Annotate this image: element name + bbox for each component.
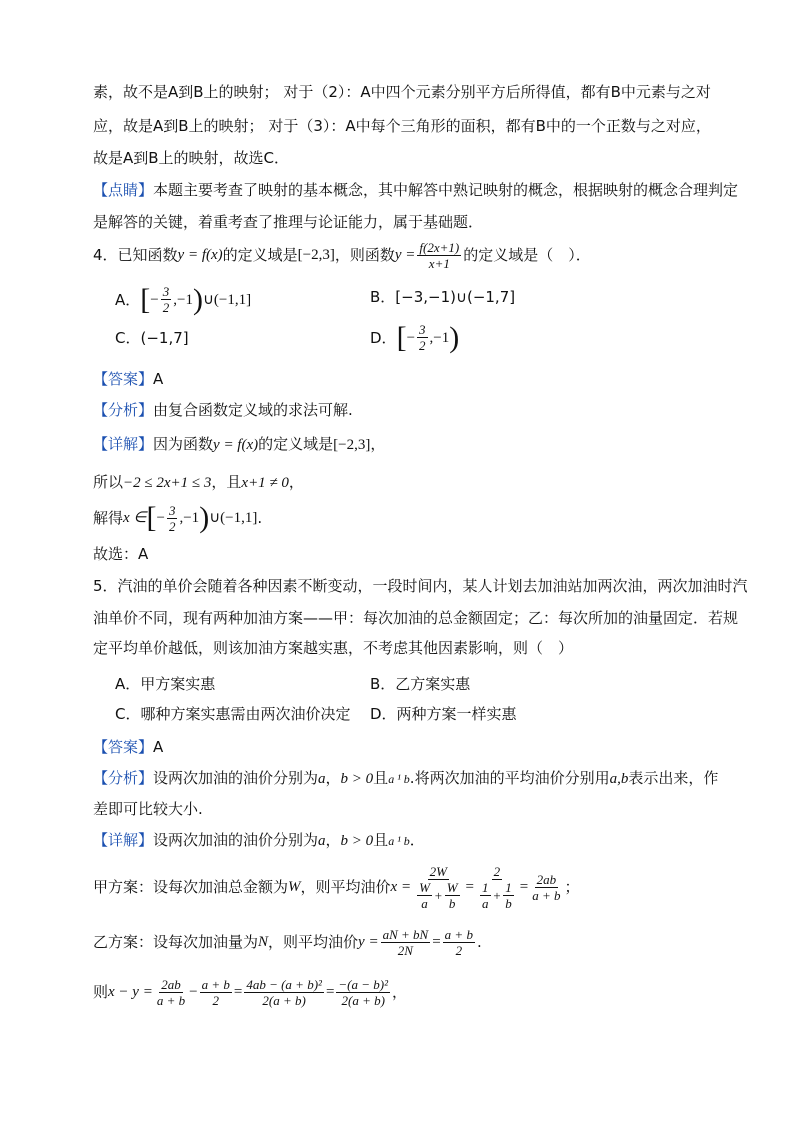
analysis-text: 由复合函数定义域的求法可解. (153, 401, 353, 419)
den: a (482, 895, 489, 911)
num: aN + bN (382, 926, 429, 942)
fraction (476, 864, 518, 911)
num: 1 (505, 879, 512, 895)
paren-icon: ) (199, 501, 210, 534)
q4-option-c: C．(−1,7] (115, 329, 189, 347)
num: 4ab − (a + b)² (246, 976, 322, 992)
point-line (93, 180, 738, 200)
q5-option-a: A．甲方案实惠 (115, 675, 216, 693)
m: b > 0 (340, 771, 374, 787)
num: 3 (162, 284, 170, 299)
post: ,−1 (429, 329, 450, 346)
m: a (318, 833, 326, 849)
q4-mid2: ，则函数 (334, 246, 395, 264)
point-text: 本题主要考查了映射的基本概念，其中解答中熟记映射的概念，根据映射的概念合理判定 (153, 181, 739, 199)
t: .将两次加油的平均油价分别用 (409, 769, 610, 787)
m: −2 ≤ 2x+1 ≤ 3 (123, 475, 212, 491)
den: 2 (162, 300, 170, 315)
m: y = f(x) (213, 437, 259, 453)
q5-plan-yi: 乙方案：设每次加油量为 N ，则平均油价 y = $\frac{aN + bN}{2N}$ = $\frac{a + b}{2}$ . (93, 926, 482, 958)
q4-option-d (370, 322, 459, 353)
m: x ∈ (123, 510, 147, 526)
t: 设两次加油的油价分别为 (153, 769, 319, 787)
analysis-tag: 【分析】 (93, 401, 154, 419)
num: −(a − b)² (338, 976, 389, 992)
text-line: 应，故是A到B上的映射； 对于（3）：A中每个三角形的面积，都有B中的一个正数与之对应， (93, 117, 711, 135)
q5-stem: 油单价不同，现有两种加油方案——甲：每次加油的总金额固定；乙：每次所加的油量固定．若规 (93, 609, 739, 627)
den: b (505, 895, 512, 911)
bracket-icon: [ (146, 501, 157, 534)
answer-value: A (153, 738, 164, 756)
paren-icon: ) (449, 320, 460, 354)
post: ,−1 (173, 291, 193, 308)
num: 2ab (536, 871, 557, 887)
q4-prefix: 4．已知函数 (93, 246, 178, 264)
m: N (258, 934, 269, 950)
fraction (530, 872, 562, 903)
num: 2W (429, 863, 447, 879)
den: 2 (168, 518, 176, 534)
den: 2(a + b) (341, 992, 385, 1008)
q4-detail (93, 434, 385, 455)
answer-value: A (153, 370, 164, 388)
t: ， (392, 983, 408, 1001)
q4-fx: y = f(x) (177, 247, 223, 263)
fraction (381, 927, 431, 958)
num: 2ab (161, 976, 181, 992)
t: ． (409, 831, 425, 849)
den: a + b (156, 992, 186, 1008)
den: 2N (397, 942, 413, 958)
den: 2(a + b) (262, 992, 306, 1008)
q5-plan-jia: 甲方案：设每次加油总金额为 W ，则平均油价 x = 2W $\frac{W}{a}$ + $\frac{W}{b}$ = 2 $\frac{1}{a}$ + $\frac{1}{b}$ = $\frac{2ab}{a + b}$ ； (93, 863, 580, 911)
den: 2 (419, 338, 426, 353)
t: ，则平均油价 (268, 933, 359, 951)
q5-option-b: B．乙方案实惠 (370, 675, 471, 693)
m: x − y = (108, 984, 153, 1000)
den: b (448, 895, 456, 911)
q4-option-a (115, 284, 251, 315)
q5-answer (93, 737, 163, 757)
t: 表示出来，作 (628, 769, 719, 787)
t: ； (564, 878, 580, 896)
minus: − (150, 291, 159, 308)
text-line: 是解答的关键，着重考查了推理与论证能力，属于基础题． (93, 213, 484, 231)
q4-mid: 的定义域是 (222, 246, 298, 264)
q4-suffix: 的定义域是（ ）． (463, 246, 591, 264)
m: y = (358, 934, 379, 950)
q5-difference: 则 x − y = $\frac{2ab}{a + b}$ − $\frac{a + b}{2}$ = $\frac{\text{4ab − (a + b)²}}{2(a + b)}$ = $\frac{\text{−(a − b)²}}{2(a + b)}$ ， (93, 976, 408, 1008)
m: a,b (609, 771, 629, 787)
t: 甲方案：设每次加油总金额为 (93, 878, 289, 896)
t: ，则平均油价 (300, 878, 391, 896)
den: 2 (212, 992, 219, 1008)
q4-detail-2 (93, 472, 304, 493)
den: a + b (532, 887, 561, 903)
num: a + b (444, 926, 473, 942)
num: 1 (482, 879, 489, 895)
rest: ∪(−1,1] (209, 510, 258, 526)
num: W (419, 879, 430, 895)
m: b > 0 (340, 833, 374, 849)
bracket-icon: [ (140, 282, 151, 316)
answer-tag: 【答案】 (93, 738, 154, 756)
q4-answer (93, 369, 163, 389)
t: ， (325, 831, 341, 849)
m: x = (390, 879, 412, 895)
point-tag: 【点睛】 (93, 181, 154, 199)
q4-analysis (93, 400, 353, 420)
den: 2 (455, 942, 463, 958)
t: 解得 (93, 509, 124, 527)
q4-y: y = (394, 247, 416, 263)
den: $\frac{1}{a}$ + $\frac{1}{b}$ (482, 879, 512, 911)
fraction (417, 322, 428, 353)
q4-domain: [−2,3] (297, 247, 335, 263)
fraction (443, 927, 475, 958)
m: W (288, 879, 301, 895)
q4-fraction (417, 240, 461, 271)
m: a (318, 771, 326, 787)
q4-frac-num: f(2x+1) (419, 239, 460, 255)
rest: ∪(−1,1] (202, 291, 252, 308)
question-4-stem (93, 238, 591, 272)
option-label: A． (115, 290, 141, 309)
m: x+1 ≠ 0 (241, 475, 289, 491)
num: a + b (201, 976, 230, 992)
t: ， (288, 473, 304, 491)
t: 的定义域是 (258, 435, 334, 453)
fraction (413, 864, 463, 911)
q5-detail (93, 830, 425, 851)
den: a (421, 895, 428, 911)
t: 且 (373, 831, 389, 849)
minus: − (406, 329, 416, 346)
post: ,−1 (179, 510, 200, 526)
fraction (167, 503, 178, 534)
q4-frac-den: x+1 (428, 255, 450, 271)
t: 所以 (93, 473, 124, 491)
t: ， (370, 435, 386, 453)
fraction (445, 880, 460, 911)
q5-option-c: C．哪种方案实惠需由两次油价决定 (115, 705, 351, 723)
q5-analysis-2: 差即可比较大小. (93, 800, 203, 818)
t: 则 (93, 983, 109, 1001)
fraction (503, 880, 514, 911)
m: [−2,3] (333, 437, 371, 453)
detail-tag: 【详解】 (93, 435, 154, 453)
q4-option-b: B．[−3,−1)∪(−1,7] (370, 288, 516, 306)
t: ，且 (211, 473, 242, 491)
m: a ¹ b (388, 834, 410, 848)
fraction (200, 977, 232, 1008)
answer-tag: 【答案】 (93, 370, 154, 388)
option-label: D． (370, 328, 397, 347)
minus: − (156, 510, 165, 526)
text-line: 素，故不是A到B上的映射； 对于（2）：A中四个元素分别平方后所得值，都有B中元素与之对 (93, 83, 711, 101)
fraction (417, 880, 432, 911)
t: 且 (373, 769, 389, 787)
q4-detail-3 (93, 500, 262, 536)
num: 3 (168, 502, 176, 518)
q5-stem: 定平均单价越低，则该加油方案越实惠，不考虑其他因素影响，则（ ） (93, 639, 574, 657)
t: . (257, 509, 263, 527)
t: 因为函数 (153, 435, 214, 453)
fraction (480, 880, 491, 911)
t: 乙方案：设每次加油量为 (93, 933, 259, 951)
q4-choose: 故选：A (93, 545, 149, 563)
t: . (476, 933, 482, 951)
num: 2 (493, 863, 501, 879)
detail-tag: 【详解】 (93, 831, 154, 849)
num: W (446, 879, 458, 895)
paren-icon: ) (192, 282, 203, 316)
den: $\frac{W}{a}$ + $\frac{W}{b}$ (419, 879, 458, 911)
text-line: 故是A到B上的映射，故选C． (93, 149, 290, 167)
fraction (161, 284, 172, 315)
q5-option-d: D．两种方案一样实惠 (370, 705, 517, 723)
bracket-icon: [ (396, 320, 407, 354)
q5-stem: 5．汽油的单价会随着各种因素不断变动，一段时间内，某人计划去加油站加两次油，两次加油时汽 (93, 577, 748, 595)
fraction (336, 977, 390, 1008)
analysis-tag: 【分析】 (93, 769, 154, 787)
t: ， (325, 769, 341, 787)
q5-analysis (93, 768, 718, 789)
m: a ¹ b (388, 772, 410, 786)
t: 设两次加油的油价分别为 (153, 831, 319, 849)
num: 3 (419, 322, 426, 337)
fraction (244, 977, 324, 1008)
fraction (155, 977, 187, 1008)
